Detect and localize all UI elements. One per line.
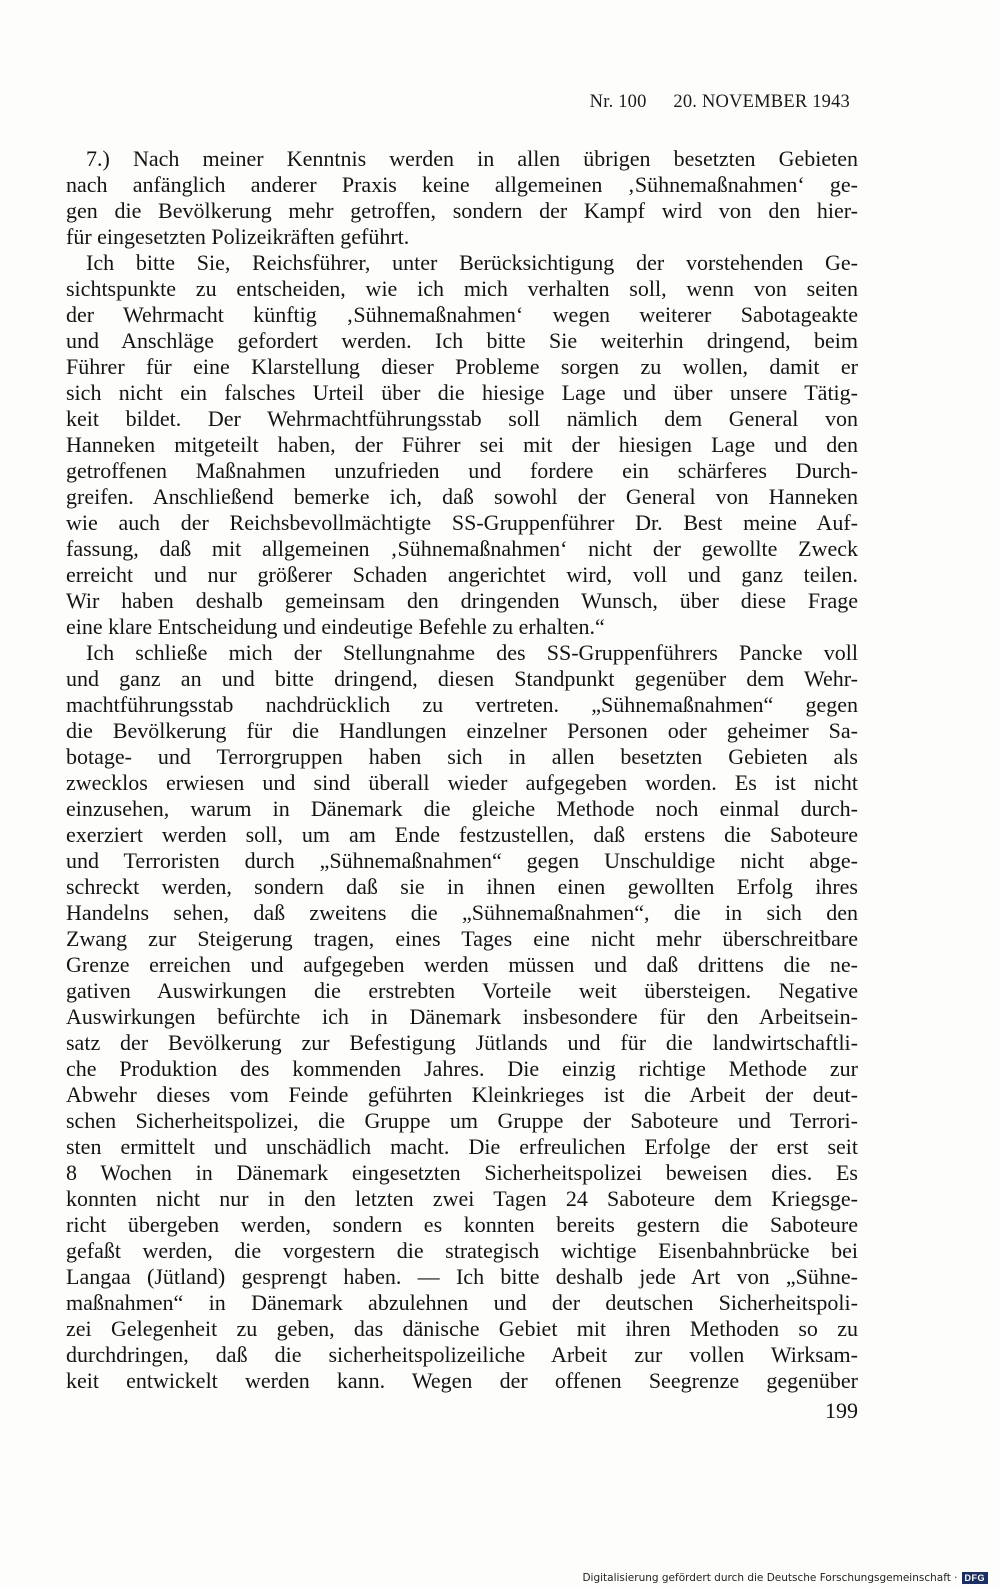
text-line: und Terroristen durch „Sühnemaßnahmen“ gegen Unschuldige nicht abge- <box>66 848 858 873</box>
text-line: 7.) Nach meiner Kenntnis werden in allen übrigen besetzten Gebieten <box>86 146 858 171</box>
text-line: einzusehen, warum in Dänemark die gleiche Methode noch einmal durch- <box>66 796 858 821</box>
document-date: 20. NOVEMBER 1943 <box>673 92 850 112</box>
text-line: der Wehrmacht künftig ‚Sühnemaßnahmen‘ wegen weiterer Sabotageakte <box>66 302 858 327</box>
running-header <box>590 92 850 113</box>
text-line: satz der Bevölkerung zur Befestigung Jütlands und für die landwirtschaftli- <box>66 1030 858 1055</box>
text-line: durchdringen, daß die sicherheitspolizeiliche Arbeit zur vollen Wirksam- <box>66 1342 858 1367</box>
text-line: Ich schließe mich der Stellungnahme des SS-Gruppenführers Pancke voll <box>86 640 858 665</box>
text-line: zwecklos erwiesen und sind überall wieder aufgegeben worden. Es ist nicht <box>66 770 858 795</box>
text-line: Abwehr dieses vom Feinde geführten Kleinkrieges ist die Arbeit der deut- <box>66 1082 858 1107</box>
text-line: die Bevölkerung für die Handlungen einzelner Personen oder geheimer Sa- <box>66 718 858 743</box>
text-line: Wir haben deshalb gemeinsam den dringenden Wunsch, über diese Frage <box>66 588 858 613</box>
text-line: nach anfänglich anderer Praxis keine allgemeinen ‚Sühnemaßnahmen‘ ge- <box>66 172 858 197</box>
text-line: Auswirkungen befürchte ich in Dänemark insbesondere für den Arbeitsein- <box>66 1004 858 1029</box>
text-line: keit bildet. Der Wehrmachtführungsstab soll nämlich dem General von <box>66 406 858 431</box>
text-line: wie auch der Reichsbevollmächtigte SS-Gruppenführer Dr. Best meine Auf- <box>66 510 858 535</box>
text-line: Hanneken mitgeteilt haben, der Führer sei mit der hiesigen Lage und den <box>66 432 858 457</box>
funding-footer <box>582 1572 988 1584</box>
text-line: gativen Auswirkungen die erstrebten Vorteile weit übersteigen. Negative <box>66 978 858 1003</box>
text-line: schreckt werden, sondern daß sie in ihnen einen gewollten Erfolg ihres <box>66 874 858 899</box>
footer-text: Digitalisierung gefördert durch die Deutsche Forschungsgemeinschaft · <box>582 1572 958 1584</box>
text-line: gen die Bevölkerung mehr getroffen, sondern der Kampf wird von den hier- <box>66 198 858 223</box>
text-line: sten ermittelt und unschädlich macht. Die erfreulichen Erfolge der erst seit <box>66 1134 858 1159</box>
text-line: und ganz an und bitte dringend, diesen Standpunkt gegenüber dem Wehr- <box>66 666 858 691</box>
text-line: Zwang zur Steigerung tragen, eines Tages eine nicht mehr überschreitbare <box>66 926 858 951</box>
text-line: exerziert werden soll, um am Ende festzustellen, daß erstens die Saboteure <box>66 822 858 847</box>
dfg-logo-icon: DFG <box>962 1572 989 1584</box>
body-text <box>66 146 858 1394</box>
text-line: zei Gelegenheit zu geben, das dänische Gebiet mit ihren Methoden so zu <box>66 1316 858 1341</box>
document-number: Nr. 100 <box>589 92 647 112</box>
text-line: gefaßt werden, die vorgestern die strategisch wichtige Eisenbahnbrücke bei <box>66 1238 858 1263</box>
text-line: Grenze erreichen und aufgegeben werden müssen und daß drittens die ne- <box>66 952 858 977</box>
text-line: und Anschläge gefordert werden. Ich bitte Sie weiterhin dringend, beim <box>66 328 858 353</box>
text-line: richt übergeben werden, sondern es konnten bereits gestern die Saboteure <box>66 1212 858 1237</box>
text-line: Langaa (Jütland) gesprengt haben. — Ich bitte deshalb jede Art von „Sühne- <box>66 1264 858 1289</box>
text-line: botage- und Terrorgruppen haben sich in allen besetzten Gebieten als <box>66 744 858 769</box>
text-line: getroffenen Maßnahmen unzufrieden und fordere ein schärferes Durch- <box>66 458 858 483</box>
text-line: sich nicht ein falsches Urteil über die hiesige Lage und über unsere Tätig- <box>66 380 858 405</box>
text-line: greifen. Anschließend bemerke ich, daß sowohl der General von Hanneken <box>66 484 858 509</box>
text-line: fassung, daß mit allgemeinen ‚Sühnemaßnahmen‘ nicht der gewollte Zweck <box>66 536 858 561</box>
text-line: Ich bitte Sie, Reichsführer, unter Berücksichtigung der vorstehenden Ge- <box>86 250 858 275</box>
text-line: schen Sicherheitspolizei, die Gruppe um Gruppe der Saboteure und Terrori- <box>66 1108 858 1133</box>
text-line: erreicht und nur größerer Schaden angerichtet wird, voll und ganz teilen. <box>66 562 858 587</box>
text-line: maßnahmen“ in Dänemark abzulehnen und der deutschen Sicherheitspoli- <box>66 1290 858 1315</box>
text-line: für eingesetzten Polizeikräften geführt. <box>66 224 410 249</box>
text-line: 8 Wochen in Dänemark eingesetzten Sicherheitspolizei beweisen dies. Es <box>66 1160 858 1185</box>
text-line: Führer für eine Klarstellung dieser Probleme sorgen zu wollen, damit er <box>66 354 858 379</box>
text-line: eine klare Entscheidung und eindeutige Befehle zu erhalten.“ <box>66 614 605 639</box>
text-line: keit entwickelt werden kann. Wegen der offenen Seegrenze gegenüber <box>66 1368 858 1393</box>
page-number: 199 <box>825 1398 858 1423</box>
text-line: konnten nicht nur in den letzten zwei Tagen 24 Saboteure dem Kriegsge- <box>66 1186 858 1211</box>
text-line: sichtspunkte zu entscheiden, wie ich mich verhalten soll, wenn von seiten <box>66 276 858 301</box>
text-line: machtführungsstab nachdrücklich zu vertreten. „Sühnemaßnahmen“ gegen <box>66 692 858 717</box>
text-line: che Produktion des kommenden Jahres. Die einzig richtige Methode zur <box>66 1056 858 1081</box>
text-line: Handelns sehen, daß zweitens die „Sühnemaßnahmen“, die in sich den <box>66 900 858 925</box>
